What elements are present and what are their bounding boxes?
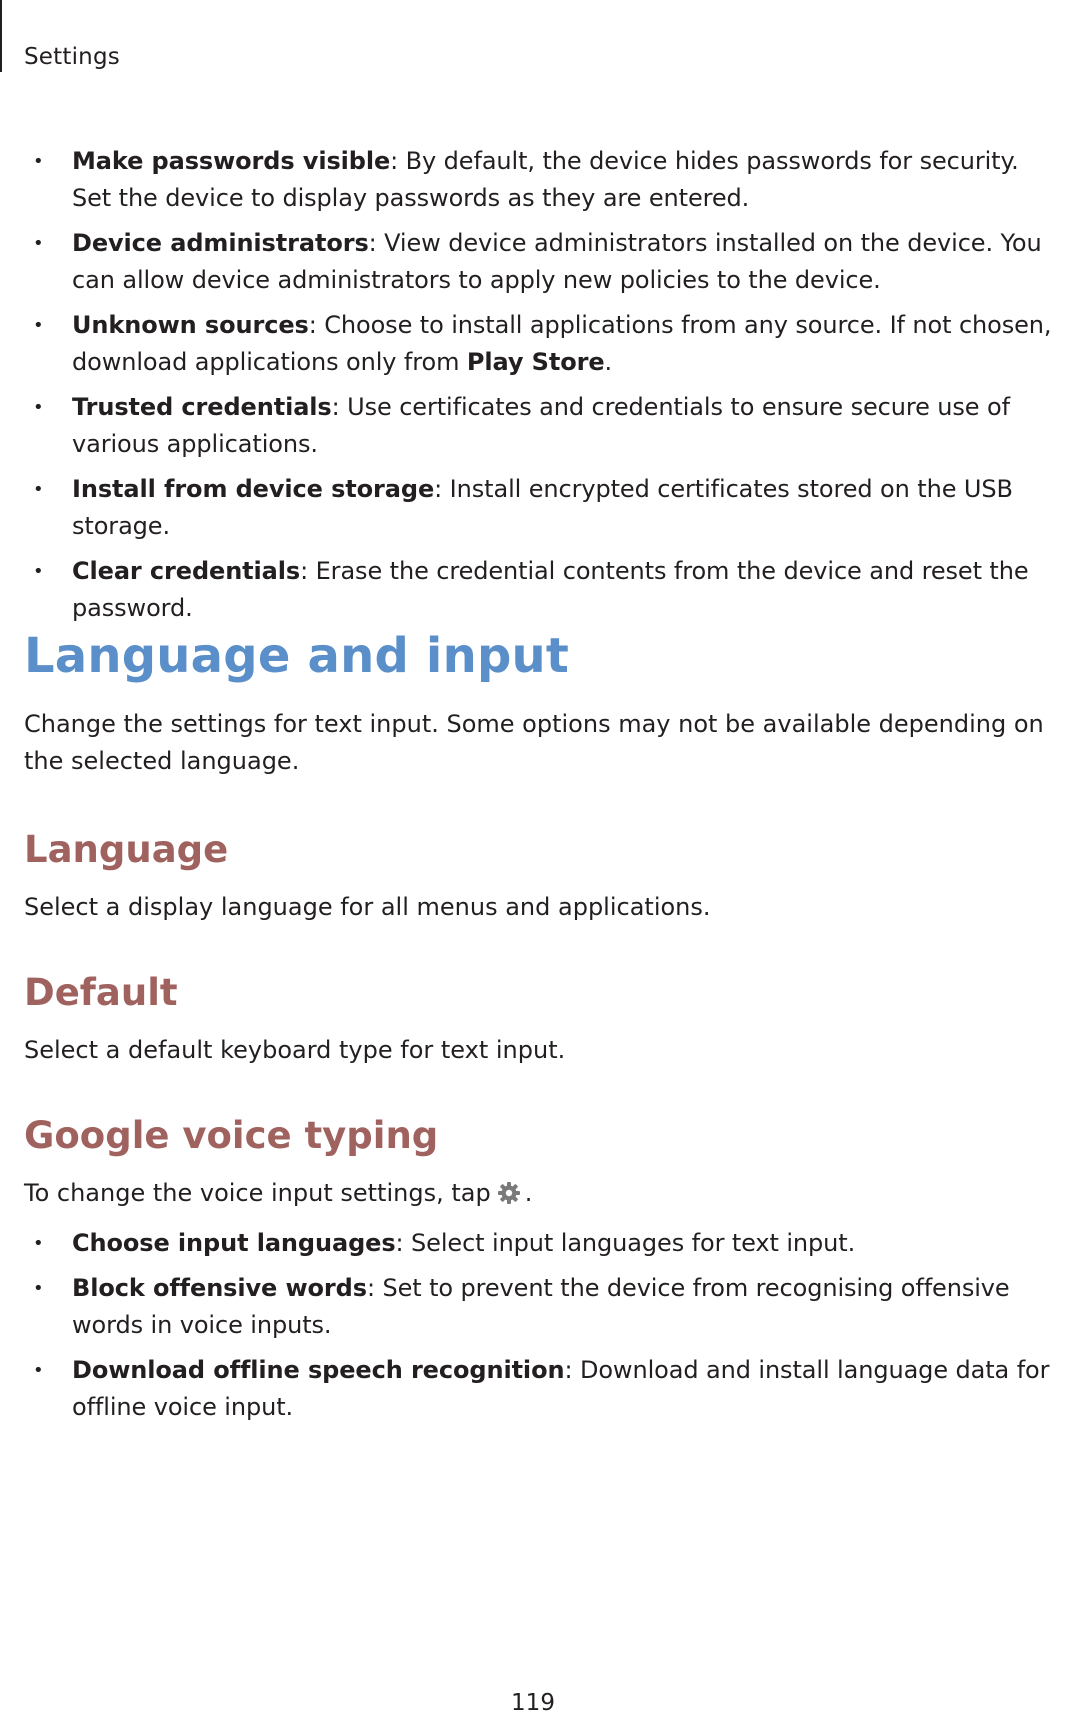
list-item: • Make passwords visible: By default, the device hides passwords for security. Set the device to display passwords as they are entered. — [33, 147, 1019, 212]
option-description-end: . — [604, 348, 613, 376]
option-term: Clear credentials — [72, 557, 301, 585]
option-description: : Erase the credential contents from the device and reset the password. — [72, 557, 1029, 622]
google-voice-typing-title: Google voice typing — [24, 1114, 439, 1157]
gear-icon — [497, 1179, 521, 1216]
google-voice-instruction — [24, 1175, 1054, 1216]
option-term: Trusted credentials — [72, 393, 332, 421]
option-term: Download offline speech recognition — [72, 1356, 565, 1384]
list-item: • Choose input languages: Select input languages for text input. — [33, 1229, 856, 1257]
list-item: • Trusted credentials: Use certificates and credentials to ensure secure use of various applications. — [33, 393, 1010, 458]
section-title: Language and input — [24, 628, 570, 684]
list-item: • Clear credentials: Erase the credential contents from the device and reset the password. — [33, 557, 1029, 622]
option-term: Device administrators — [72, 229, 369, 257]
list-item: • Install from device storage: Install encrypted certificates stored on the USB storage. — [33, 475, 1013, 540]
language-description: Select a display language for all menus and applications. — [24, 893, 711, 921]
security-options-list — [24, 143, 1064, 635]
default-description: Select a default keyboard type for text input. — [24, 1036, 566, 1064]
option-description: : Set to prevent the device from recognising offensive words in voice inputs. — [72, 1274, 1010, 1339]
section-intro: Change the settings for text input. Some options may not be available depending on the selected language. — [24, 710, 1044, 775]
option-term: Make passwords visible — [72, 147, 391, 175]
list-item: • Device administrators: View device administrators installed on the device. You can allow device administrators to apply new policies to the device. — [33, 229, 1042, 294]
list-item: • Block offensive words: Set to prevent the device from recognising offensive words in voice inputs. — [33, 1274, 1010, 1339]
play-store-label: Play Store — [466, 348, 605, 376]
page-number: 119 — [511, 1690, 555, 1716]
option-description: : View device administrators installed on the device. You can allow device administrators to apply new policies to the device. — [72, 229, 1042, 294]
language-title: Language — [24, 828, 229, 871]
instruction-period: . — [524, 1179, 533, 1207]
option-description: : Install encrypted certificates stored on the USB storage. — [72, 475, 1013, 540]
option-description: : Use certificates and credentials to ensure secure use of various applications. — [72, 393, 1010, 458]
voice-options-list — [24, 1225, 1064, 1434]
option-term: Install from device storage — [72, 475, 435, 503]
option-term: Choose input languages — [72, 1229, 396, 1257]
option-description: : Select input languages for text input. — [395, 1229, 856, 1257]
default-title: Default — [24, 971, 178, 1014]
option-description: : Choose to install applications from any source. If not chosen, download applications only from — [72, 311, 1052, 376]
option-description: : Download and install language data for offline voice input. — [72, 1356, 1050, 1421]
corner-rule — [0, 0, 2, 72]
option-term: Block offensive words — [72, 1274, 367, 1302]
list-item: • Unknown sources: Choose to install applications from any source. If not chosen, download applications only from Play Store. — [33, 311, 1052, 376]
instruction-text: To change the voice input settings, tap — [24, 1179, 491, 1207]
option-description: : By default, the device hides passwords for security. Set the device to display passwords as they are entered. — [72, 147, 1019, 212]
running-header: Settings — [24, 44, 120, 70]
option-term: Unknown sources — [72, 311, 309, 339]
list-item: • Download offline speech recognition: Download and install language data for offline voice input. — [33, 1356, 1050, 1421]
